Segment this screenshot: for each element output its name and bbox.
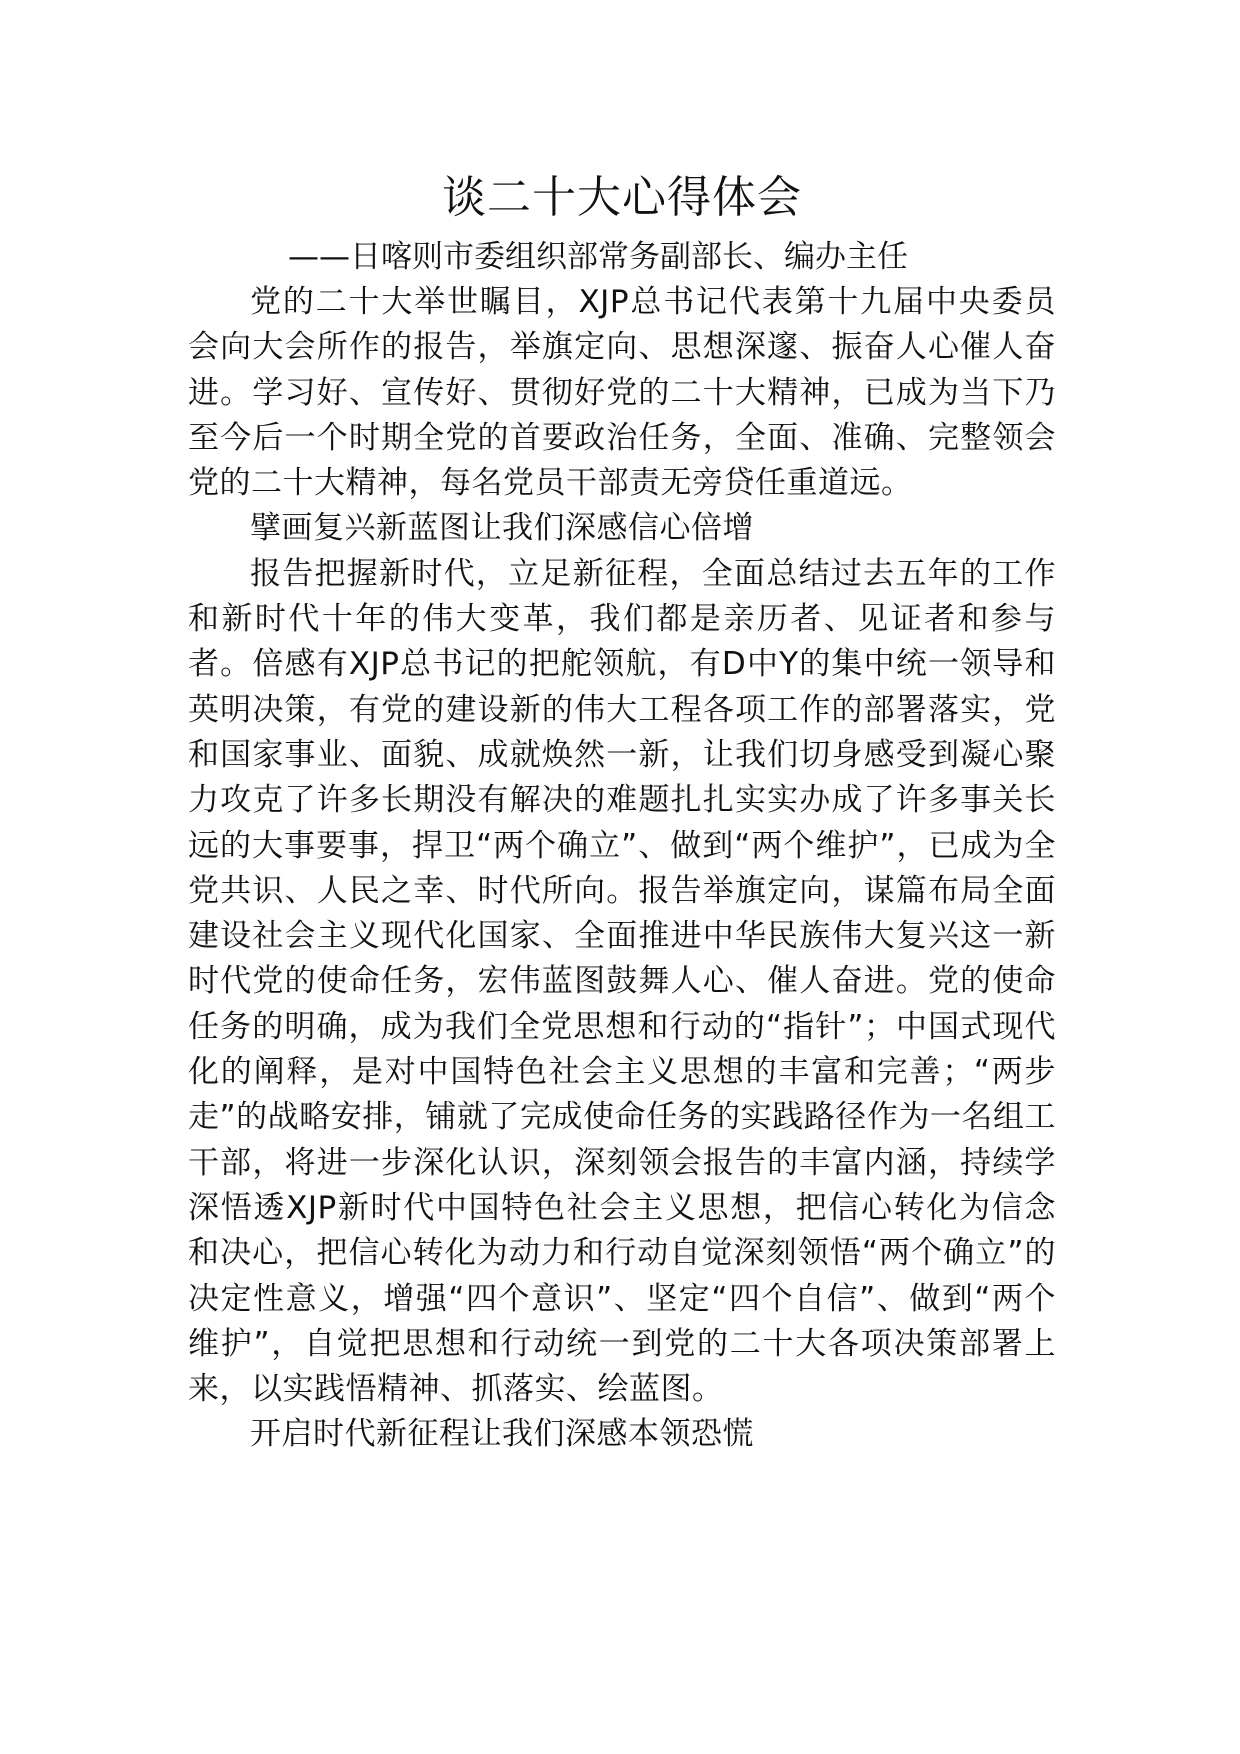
body-paragraph-blueprint: 报告把握新时代，立足新征程，全面总结过去五年的工作和新时代十年的伟大变革，我们都是亲历者、见证者和参与者。倍感有XJP总书记的把舵领航，有D中Y的集中统一领导和英明决策，有党的建设新的伟大工程各项工作的部署落实，党和国家事业、面貌、成就焕然一新，让我们切身感受到凝心聚力攻克了许多长期没有解决的难题扎扎实实办成了许多事关长远的大事要事，捍卫“两个确立”、做到“两个维护”，已成为全党共识、人民之幸、时代所向。报告举旗定向，谋篇布局全面建设社会主义现代化国家、全面推进中华民族伟大复兴这一新时代党的使命任务，宏伟蓝图鼓舞人心、催人奋进。党的使命任务的明确，成为我们全党思想和行动的“指针”；中国式现代化的阐释，是对中国特色社会主义思想的丰富和完善；“两步走”的战略安排，铺就了完成使命任务的实践路径作为一名组工干部，将进一步深化认识，深刻领会报告的丰富内涵，持续学深悟透XJP新时代中国特色社会主义思想，把信心转化为信念和决心，把信心转化为动力和行动自觉深刻领悟“两个确立”的决定性意义，增强“四个意识”、坚定“四个自信”、做到“两个维护”，自觉把思想和行动统一到党的二十大各项决策部署上来，以实践悟精神、抓落实、绘蓝图。 [188, 555, 1056, 1408]
document-title: 谈二十大心得体会 [442, 172, 802, 223]
intro-paragraph: 党的二十大举世瞩目，XJP总书记代表第十九届中央委员会向大会所作的报告，举旗定向、思想深邃、振奋人心催人奋进。学习好、宣传好、贯彻好党的二十大精神，已成为当下乃至今后一个时期全党的首要政治任务，全面、准确、完整领会党的二十大精神，每名党员干部责无旁贷任重道远。 [188, 284, 1056, 502]
section-heading-blueprint: 擘画复兴新蓝图让我们深感信心倍增 [250, 510, 754, 547]
section-heading-new-journey: 开启时代新征程让我们深感本领恐慌 [250, 1416, 754, 1453]
document-subtitle: ——日喀则市委组织部常务副部长、编办主任 [288, 239, 908, 275]
document-page [188, 168, 1056, 1458]
